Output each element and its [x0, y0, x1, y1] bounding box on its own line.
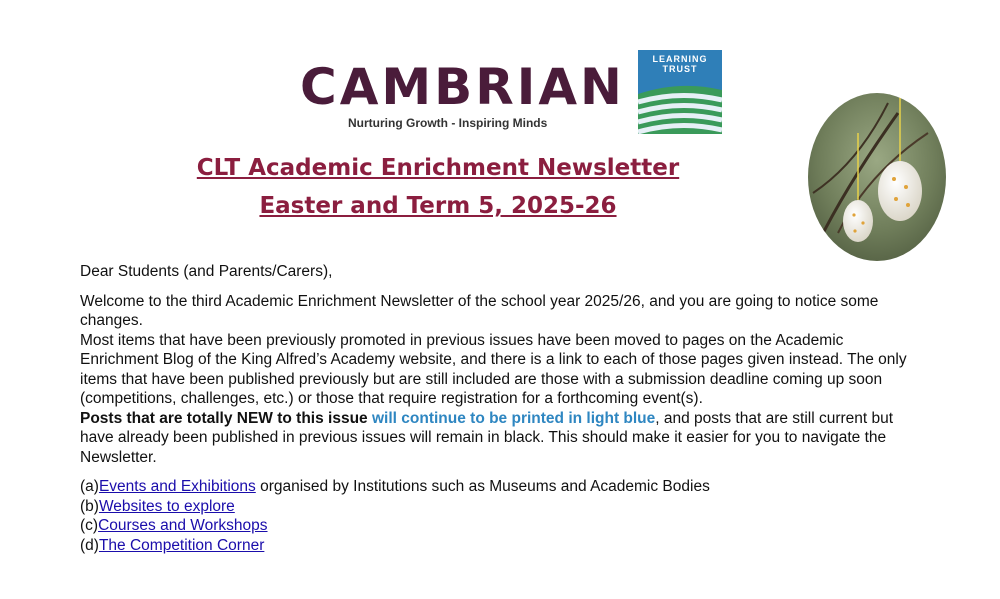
greeting: Dear Students (and Parents/Carers), — [80, 263, 333, 280]
logo-wordmark: CAMBRIAN — [300, 58, 625, 116]
websites-link[interactable]: Websites to explore — [98, 497, 235, 515]
newsletter-body — [80, 262, 920, 555]
courses-link[interactable]: Courses and Workshops — [98, 517, 268, 534]
contents-list — [80, 477, 920, 555]
contents-item-websites: (b)Websites to explore — [80, 497, 235, 515]
newsletter-subtitle: Easter and Term 5, 2025-26 — [259, 193, 617, 219]
contents-item-competitions: (d)The Competition Corner — [80, 536, 265, 554]
contents-item-courses: (c)Courses and Workshops — [80, 517, 268, 534]
events-link[interactable]: Events and Exhibitions — [98, 478, 256, 495]
easter-eggs-image — [808, 93, 946, 261]
logo-tagline: Nurturing Growth - Inspiring Minds — [348, 116, 548, 130]
newsletter-title: CLT Academic Enrichment Newsletter — [196, 155, 680, 181]
intro-paragraph: Welcome to the third Academic Enrichment Newsletter of the school year 2025/26, and you are going to notice some changes. — [80, 292, 879, 329]
contents-item-events: (a)Events and Exhibitions organised by Institutions such as Museums and Academic Bodies — [80, 478, 710, 495]
changes-paragraph: Most items that have been previously promoted in previous issues have been moved to pages on the Academic Enrichment Blog of the King Alfred’s Academy website, and there is a link to each of those pages given instead. The only items that have been published previously but are still included are those with a submission deadline coming up soon (competitions, challenges, etc.) or those that require registration for a forthcoming event(s). — [80, 331, 907, 407]
colour-key-paragraph: Posts that are totally NEW to this issue will continue to be printed in light blue, and posts that are still current but have already been published in previous issues will remain in black. This should make it easier for you to navigate the Newsletter. — [80, 409, 894, 466]
cambrian-logo — [300, 50, 725, 138]
learning-trust-badge — [638, 50, 722, 134]
competition-link[interactable]: The Competition Corner — [98, 536, 265, 554]
badge-text: LEARNING TRUST — [652, 54, 708, 74]
